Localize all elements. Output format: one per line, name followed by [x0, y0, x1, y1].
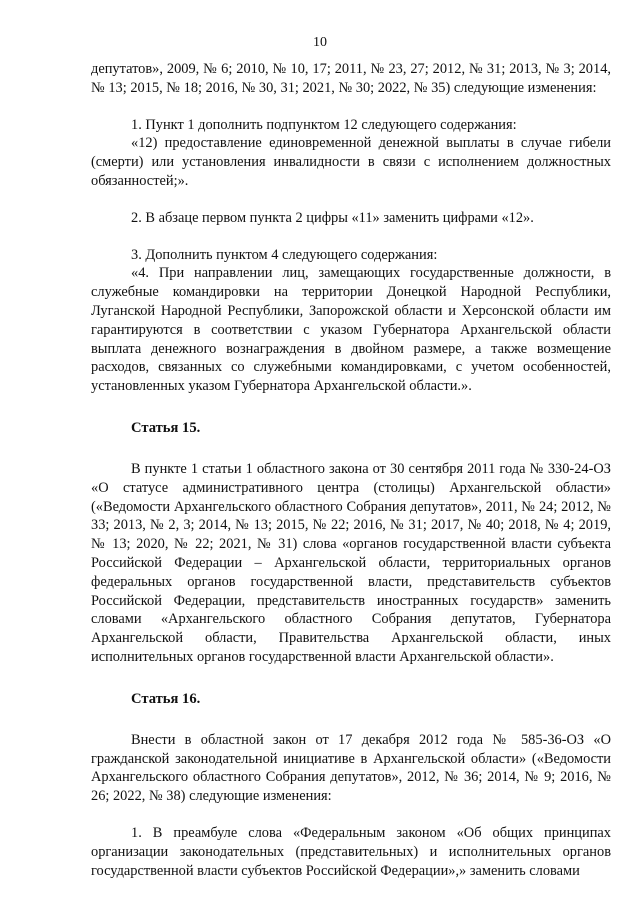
page-number: 10 — [313, 35, 327, 50]
spacer — [91, 438, 611, 460]
article-15-heading: Статья 15. — [131, 419, 201, 436]
spacer — [91, 396, 611, 418]
spacer — [91, 667, 611, 689]
spacer — [91, 806, 611, 824]
intro-continuation-paragraph: депутатов», 2009, № 6; 2010, № 10, 17; 2011, № 23, 27; 2012, № 31; 2013, № 3; 2014, № 13; 2015, № 18; 2016, № 30, 31; 2021, № 30; 2022, № 35) следующие изменения: — [91, 61, 611, 96]
spacer — [91, 228, 611, 246]
item-1-paragraph: 1. Пункт 1 дополнить подпунктом 12 следующего содержания: — [131, 116, 517, 133]
article-16-item-1-paragraph: 1. В преамбуле слова «Федеральным законом «Об общих принципах организации законодательных (представительных) и исполнительных органов государственной власти субъектов Российской Федерации»,» заменить словами — [91, 824, 611, 879]
spacer — [91, 709, 611, 731]
article-16-heading: Статья 16. — [131, 690, 201, 707]
document-body — [91, 60, 611, 880]
item-3-paragraph: 3. Дополнить пунктом 4 следующего содержания: — [131, 246, 438, 263]
spacer — [91, 191, 611, 209]
item-2-paragraph: 2. В абзаце первом пункта 2 цифры «11» заменить цифрами «12». — [131, 209, 534, 226]
article-15-paragraph: В пункте 1 статьи 1 областного закона от 30 сентября 2011 года № 330-24-ОЗ «О статусе административного центра (столицы) Архангельской области» («Ведомости Архангельского областного Собрания депутатов», 2011, № 24; 2012, № 33; 2013, № 2, 3; 2014, № 13; 2015, № 22; 2016, № 31; 2017, № 40; 2018, № 4; 2019, № 13; 2020, № 22; 2021, № 31) слова «органов государственной власти субъекта Российской Федерации – Архангельской области, территориальных органов федеральных органов государственной власти, представительств субъектов Российской Федерации, представительств иностранных государств» заменить словами «Архангельского областного Собрания депутатов, Губернатора Архангельской области, Правительства Архангельской области, иных исполнительных органов государственной власти Архангельской области». — [91, 460, 611, 665]
item-3-quote-paragraph: «4. При направлении лиц, замещающих государственные должности, в служебные командировки на территории Донецкой Народной Республики, Луганской Народной Республики, Запорожской области и Херсонской области им гарантируются в соответствии с указом Губернатора Архангельской области выплата денежного вознаграждения в двойном размере, а также возмещение расходов, связанных со служебными командировками, с учетом особенностей, установленных указом Губернатора Архангельской области.». — [91, 265, 611, 395]
item-1-quote-paragraph: «12) предоставление единовременной денежной выплаты в случае гибели (смерти) или установления инвалидности в связи с исполнением должностных обязанностей;». — [91, 135, 611, 189]
article-16-paragraph: Внести в областной закон от 17 декабря 2012 года № 585-36-ОЗ «О гражданской законодательной инициативе в Архангельской области» («Ведомости Архангельского областного Собрания депутатов», 2012, № 36; 2014, № 9; 2016, № 26; 2022, № 38) следующие изменения: — [91, 731, 611, 805]
spacer — [91, 98, 611, 116]
